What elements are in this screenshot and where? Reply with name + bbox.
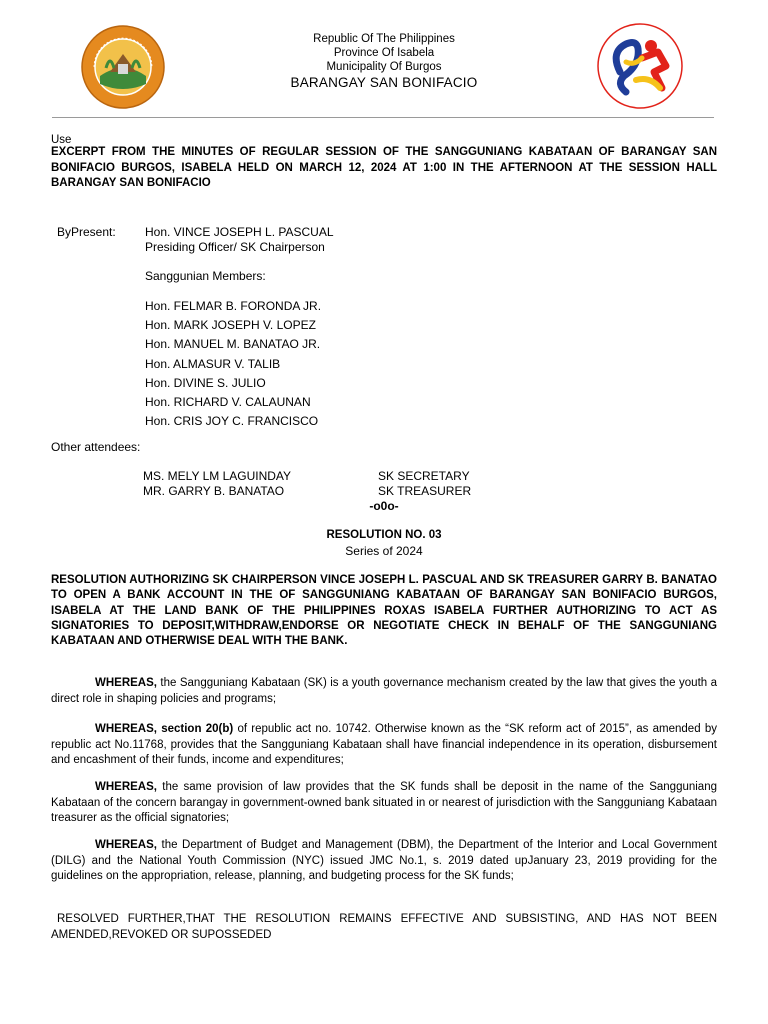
- section-separator: -o0o-: [369, 499, 399, 513]
- member-name: Hon. CRIS JOY C. FRANCISCO: [145, 414, 319, 428]
- member-name: Hon. DIVINE S. JULIO: [145, 376, 266, 390]
- resolution-number: RESOLUTION NO. 03: [326, 529, 442, 541]
- header-province: Province Of Isabela: [333, 47, 435, 59]
- use-label: Use: [51, 134, 72, 146]
- present-label: ByPresent:: [57, 225, 116, 239]
- header-municipality: Municipality Of Burgos: [326, 61, 442, 73]
- whereas-text: the same provision of law provides that the SK funds shall be deposit in the name of the Sangguniang Kabataan of the concern barangay in government-owned bank situated in or nearest of jurisdiction with the Sangguniang Kabataan treasurer as the official signatories;: [51, 781, 717, 824]
- member-name: Hon. FELMAR B. FORONDA JR.: [145, 299, 322, 313]
- members-label: Sanggunian Members:: [145, 269, 266, 283]
- resolution-series: Series of 2024: [345, 544, 423, 558]
- whereas-text: the Department of Budget and Management (DBM), the Department of the Interior and Local Government (DILG) and the National Youth Commission (NYC) issued JMC No.1, s. 2019 dated upJanuary 23, 2019 providing for the guidelines on the appropriation, release, planning, and budgeting process for the SK funds;: [51, 839, 717, 882]
- barangay-seal-logo: [80, 24, 166, 110]
- whereas-clause: [51, 722, 717, 769]
- other-attendees-label: Other attendees:: [51, 440, 141, 454]
- sk-logo: [596, 22, 684, 110]
- presiding-officer-title: Presiding Officer/ SK Chairperson: [145, 240, 325, 254]
- whereas-lead: WHEREAS,: [95, 839, 157, 851]
- whereas-lead: WHEREAS,: [95, 677, 157, 689]
- whereas-clause: [51, 676, 717, 707]
- whereas-clause: [51, 780, 717, 827]
- whereas-text: the Sangguniang Kabataan (SK) is a youth governance mechanism created by the law that gives the youth a direct role in shaping policies and programs;: [51, 677, 717, 705]
- excerpt-heading: EXCERPT FROM THE MINUTES OF REGULAR SESSION OF THE SANGGUNIANG KABATAAN OF BARANGAY SAN BONIFACIO BURGOS, ISABELA HELD ON MARCH 12, 2024 AT 1:00 IN THE AFTERNOON AT THE SESSION HALL BARANGAY SAN BONIFACIO: [51, 146, 717, 189]
- resolution-title: RESOLUTION AUTHORIZING SK CHAIRPERSON VINCE JOSEPH L. PASCUAL AND SK TREASURER GARRY B. BANATAO TO OPEN A BANK ACCOUNT IN THE OF SANGGUNIANG KABATAAN OF BARANGAY SAN BONIFACIO BURGOS, ISABELA AT THE LAND BANK OF THE PHILIPPINES ROXAS ISABELA FURTHER AUTHORIZING TO ACT AS SIGNATORIES TO DEPOSIT,WITHDRAW,ENDORSE OR NEGOTIATE CHECK IN BEHALF OF THE SANGGUNIANG KABATAAN AND OTHERWISE DEAL WITH THE BANK.: [51, 574, 717, 648]
- whereas-clause: [51, 838, 717, 885]
- resolved-text: RESOLVED FURTHER,THAT THE RESOLUTION REMAINS EFFECTIVE AND SUBSISTING, AND HAS NOT BEEN AMENDED,REVOKED OR SUPOSSEDED: [51, 913, 717, 941]
- attendee-name: MR. GARRY B. BANATAO: [143, 484, 285, 498]
- header-republic: Republic Of The Philippines: [313, 33, 455, 45]
- whereas-lead: WHEREAS, section 20(b): [95, 723, 234, 735]
- header-divider: [52, 117, 714, 118]
- attendee-role: SK TREASURER: [378, 484, 472, 498]
- whereas-text: of republic act no. 10742. Otherwise known as the “SK reform act of 2015”, as amended by republic act No.11768, provides that the Sangguniang Kabataan shall have financial independence in its operation, disbursement and encashment of their funds, income and expenditures;: [51, 723, 717, 766]
- whereas-lead: WHEREAS,: [95, 781, 157, 793]
- member-name: Hon. MARK JOSEPH V. LOPEZ: [145, 318, 316, 332]
- attendee-name: MS. MELY LM LAGUINDAY: [143, 469, 292, 483]
- resolved-clause: [51, 912, 717, 943]
- member-name: Hon. MANUEL M. BANATAO JR.: [145, 337, 321, 351]
- presiding-officer-name: Hon. VINCE JOSEPH L. PASCUAL: [145, 225, 334, 239]
- member-name: Hon. RICHARD V. CALAUNAN: [145, 395, 311, 409]
- letterhead: [200, 32, 568, 90]
- attendee-role: SK SECRETARY: [378, 469, 470, 483]
- header-barangay: BARANGAY SAN BONIFACIO: [290, 75, 478, 90]
- member-name: Hon. ALMASUR V. TALIB: [145, 357, 281, 371]
